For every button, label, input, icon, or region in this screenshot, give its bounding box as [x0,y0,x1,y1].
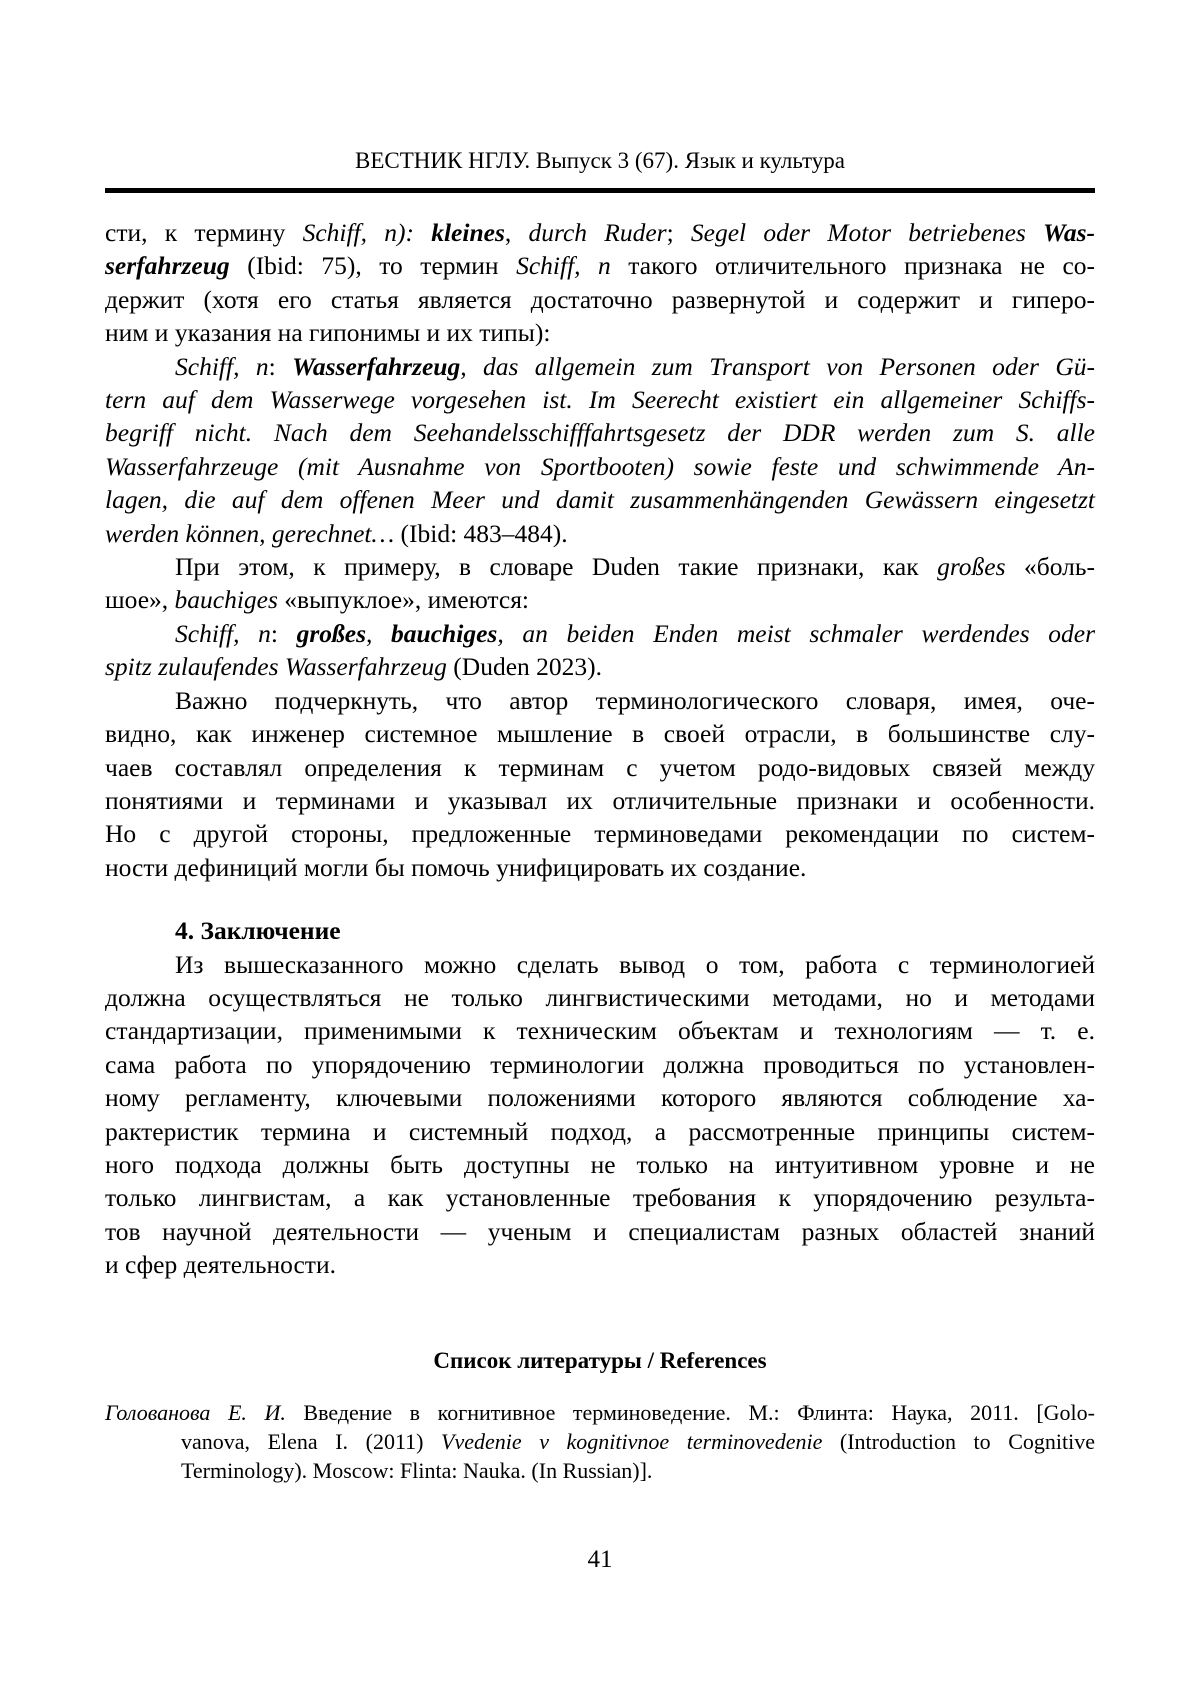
reference-entry [105,1398,1095,1485]
text-run: bauchiges [391,618,498,648]
text-line [105,583,1095,616]
text-line [105,1014,1095,1047]
text-line [105,1248,1095,1281]
text-run: и сфер деятельности. [105,1250,336,1280]
text-line [105,1048,1095,1081]
body-text-main [105,216,1095,884]
text-run: , das allgemein zum Transport von Personen oder Gü- [460,351,1095,381]
text-run: tern auf dem Wasserwege vorgesehen ist. Im Seerecht existiert ein allgemeiner Schiffs- [105,385,1095,415]
body-text-conclusion [105,948,1095,1282]
text-line [105,416,1095,449]
text-run: , an beiden Enden meist schmaler werdendes oder [497,618,1096,648]
paragraph [105,948,1095,1282]
text-line [105,550,1095,583]
text-run: видно, как инженер системное мышление в своей отрасли, в большинстве слу- [105,719,1095,749]
text-run: (Introduction to Cognitive [822,1428,1095,1454]
text-run: lagen, die auf dem offenen Meer und damit zusammenhängenden Gewässern eingesetzt [105,485,1095,515]
text-run: Was- [1043,218,1095,247]
references-list [105,1398,1095,1485]
text-run: сама работа по упорядочению терминологии должна проводиться по установлен- [105,1049,1095,1079]
text-run: begriff nicht. Nach dem Seehandelsschifffahrtsgesetz der DDR werden zum S. alle [105,418,1095,448]
text-run: vanova, Elena I. (2011) [181,1428,442,1454]
text-run: тов научной деятельности — ученым и специалистам разных областей знаний [105,1216,1095,1246]
text-run: такого отличительного признака не со- [610,251,1096,281]
text-line [105,1215,1095,1248]
text-line [105,1115,1095,1148]
text-run: Но с другой стороны, предложенные терминоведами рекомендации по систем- [105,819,1095,849]
text-line [105,1456,1095,1485]
text-line [105,650,1095,683]
text-run: Введение в когнитивное терминоведение. М.: Флинта: Наука, 2011. [Golo- [285,1399,1095,1425]
text-run: Schiff, n [516,251,611,281]
references-heading: Список литературы / References [433,1347,767,1373]
text-run: ному регламенту, ключевыми положениями которого являются соблюдение ха- [105,1083,1095,1113]
text-run: шое», [105,585,175,615]
text-run: должна осуществляться не только лингвистическими методами, но и методами [105,982,1095,1012]
text-run: При этом, к примеру, в словаре Duden такие признаки, как [175,552,938,582]
text-run: Schiff, n [175,618,271,648]
text-run: bauchiges [174,585,278,615]
text-run: (Ibid: 483–484). [400,518,568,548]
text-run: werden können, gerechnet… [105,518,401,548]
text-line [105,316,1095,349]
text-line [105,817,1095,850]
text-line [105,717,1095,750]
text-run: понятиями и терминами и указывал их отличительные признаки и особенности. [105,785,1095,815]
text-run: großes [937,552,1006,582]
journal-header-line: ВЕСТНИК НГЛУ. Выпуск 3 (67). Язык и культура [355,148,845,173]
text-line [105,350,1095,383]
text-run: ности дефиниций могли бы помочь унифицировать их создание. [105,852,807,882]
text-line [105,851,1095,884]
text-line [105,383,1095,416]
text-run: Голованова Е. И. [105,1399,286,1425]
text-line [105,981,1095,1014]
text-run: , [366,618,392,648]
header-rule [105,188,1095,193]
text-run: Из вышесказанного можно сделать вывод о том, работа с терминологией [175,949,1095,979]
paragraph [105,550,1095,617]
text-run: (Duden 2023). [446,652,603,682]
text-run: Schiff, n): [302,218,432,247]
text-line [105,617,1095,650]
text-run: (Ibid: 75), то термин [229,251,517,281]
text-line [105,948,1095,981]
text-run: großes [296,618,367,648]
text-run: ним и указания на гипонимы и их типы): [105,318,551,348]
paragraph [105,617,1095,684]
text-line [105,216,1095,249]
conclusion-heading: 4. Заключение [175,916,341,946]
text-run: durch Ruder [528,218,667,247]
text-run: только лингвистам, а как установленные требования к упорядочению результа- [105,1183,1095,1213]
text-run: «выпуклое», имеются: [277,585,530,615]
text-run: Schiff, n [175,351,269,381]
text-line [105,1081,1095,1114]
text-run: Wasserfahrzeuge (mit Ausnahme von Sportbooten) sowie feste und schwimmende An- [105,451,1095,481]
text-line [105,1398,1095,1427]
text-line [105,1181,1095,1214]
text-run: Segel oder Motor betriebenes [690,218,1044,247]
text-line [105,450,1095,483]
text-run: чаев составлял определения к терминам с учетом родо-видовых связей между [105,752,1095,782]
text-run: держит (хотя его статья является достаточно развернутой и содержит и гиперо- [105,284,1095,314]
paragraph [105,350,1095,550]
text-run: Важно подчеркнуть, что автор терминологического словаря, имея, оче- [175,685,1095,715]
text-run: сти, к термину [105,218,303,247]
text-line [105,751,1095,784]
text-line [105,784,1095,817]
text-run: стандартизации, применимыми к техническим объектам и технологиям — т. е. [105,1016,1095,1046]
text-line [105,1148,1095,1181]
text-run: Vvedenie v kognitivnoe terminovedenie [441,1428,823,1454]
page-number: 41 [587,1545,613,1573]
text-run: «боль- [1005,552,1096,582]
text-run: ; [666,218,691,247]
text-run: ного подхода должны быть доступны не только на интуитивном уровне и не [105,1149,1095,1179]
text-run: Wasserfahrzeug [292,351,461,381]
text-line [105,684,1095,717]
text-run: : [268,351,293,381]
text-run: spitz zulaufendes Wasserfahrzeug [105,652,447,682]
paragraph [105,684,1095,884]
text-line [105,1427,1095,1456]
text-run: kleines [431,218,505,247]
text-line [105,517,1095,550]
text-line [105,283,1095,316]
text-run: serfahrzeug [105,251,230,281]
text-run: Terminology). Moscow: Flinta: Nauka. (In Russian)]. [181,1457,653,1483]
text-line [105,483,1095,516]
text-run: рактеристик термина и системный подход, а рассмотренные принципы систем- [105,1116,1095,1146]
text-run: : [270,618,297,648]
paragraph [105,216,1095,350]
text-line [105,249,1095,282]
text-run: , [504,218,529,247]
